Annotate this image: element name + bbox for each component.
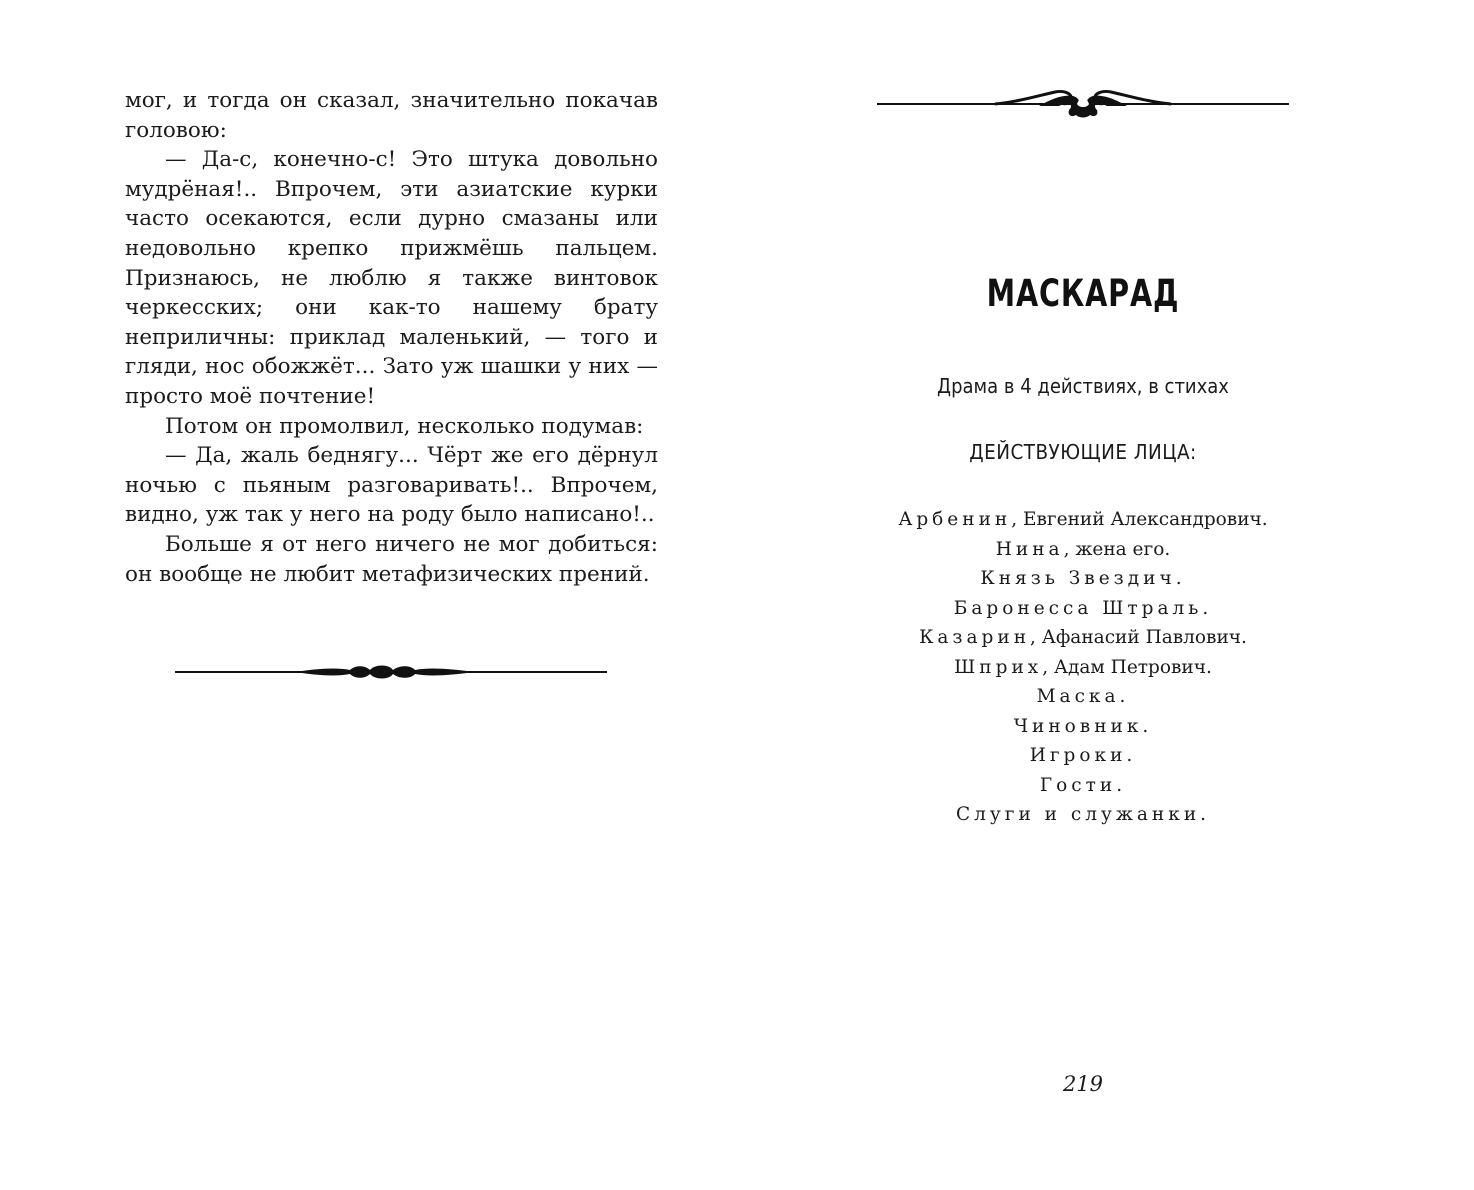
header-ornament — [877, 80, 1289, 126]
cast-item — [737, 505, 1429, 535]
cast-item — [737, 771, 1429, 801]
cast-name: Нина — [995, 538, 1064, 560]
chapter-end-ornament — [175, 660, 607, 684]
cast-name: Чиновник. — [1013, 715, 1153, 737]
cast-item — [737, 741, 1429, 771]
cast-item — [737, 682, 1429, 712]
play-title: МАСКАРАД — [986, 272, 1180, 315]
cast-item — [737, 712, 1429, 742]
paragraph-1: мог, и тогда он сказал, значительно покачав головою: — [125, 88, 658, 143]
cast-item — [737, 535, 1429, 565]
play-subtitle: Драма в 4 действиях, в стихах — [937, 374, 1229, 398]
cast-name: Игроки. — [1029, 745, 1137, 766]
paragraph-2: — Да-с, конечно-с! Это штука довольно мудрёная!.. Впрочем, эти азиатские курки часто осекаются, если дурно смазаны или недовольно крепко прижмёшь пальцем. Признаюсь, не люблю я также винтовок черкесских; они как-то нашему брату неприличны: приклад маленький, — того и гляди, нос обожжёт... Зато уж шашки у них — просто моё почтение! — [125, 147, 658, 409]
cast-name: Казарин — [919, 627, 1031, 648]
cast-item — [737, 594, 1429, 624]
right-page — [737, 0, 1474, 1190]
cast-name: Баронесса Штраль. — [953, 597, 1213, 619]
cast-desc: , Адам Петрович. — [1042, 656, 1212, 678]
cast-list — [737, 505, 1429, 830]
cast-desc: , Евгений Александрович. — [1011, 509, 1268, 530]
paragraph-5: Больше я от него ничего не мог добиться: он вообще не любит метафизических прений. — [125, 531, 658, 587]
cast-desc: , Афанасий Павлович. — [1030, 627, 1247, 648]
cast-name: Князь Звездич. — [980, 568, 1186, 589]
paragraph-4: — Да, жаль беднягу... Чёрт же его дёрнул ночью с пьяным разговаривать!.. Впрочем, видно, уж так у него на роду было написано!.. — [125, 443, 658, 528]
page-number: 219 — [1062, 1072, 1104, 1096]
cast-item — [737, 653, 1429, 683]
paragraph-3: Потом он промолвил, несколько подумав: — [165, 413, 644, 439]
cast-name: Слуги и служанки. — [955, 804, 1211, 825]
cast-item — [737, 564, 1429, 594]
cast-item — [737, 800, 1429, 830]
cast-item — [737, 623, 1429, 653]
cast-name: Шприх — [954, 656, 1043, 678]
cast-name: Маска. — [1036, 686, 1130, 707]
cast-heading: ДЕЙСТВУЮЩИЕ ЛИЦА: — [969, 440, 1197, 464]
prose-block — [125, 86, 658, 589]
cast-desc: , жена его. — [1063, 538, 1171, 560]
cast-name: Гости. — [1039, 774, 1127, 796]
cast-name: Арбенин — [898, 509, 1012, 530]
